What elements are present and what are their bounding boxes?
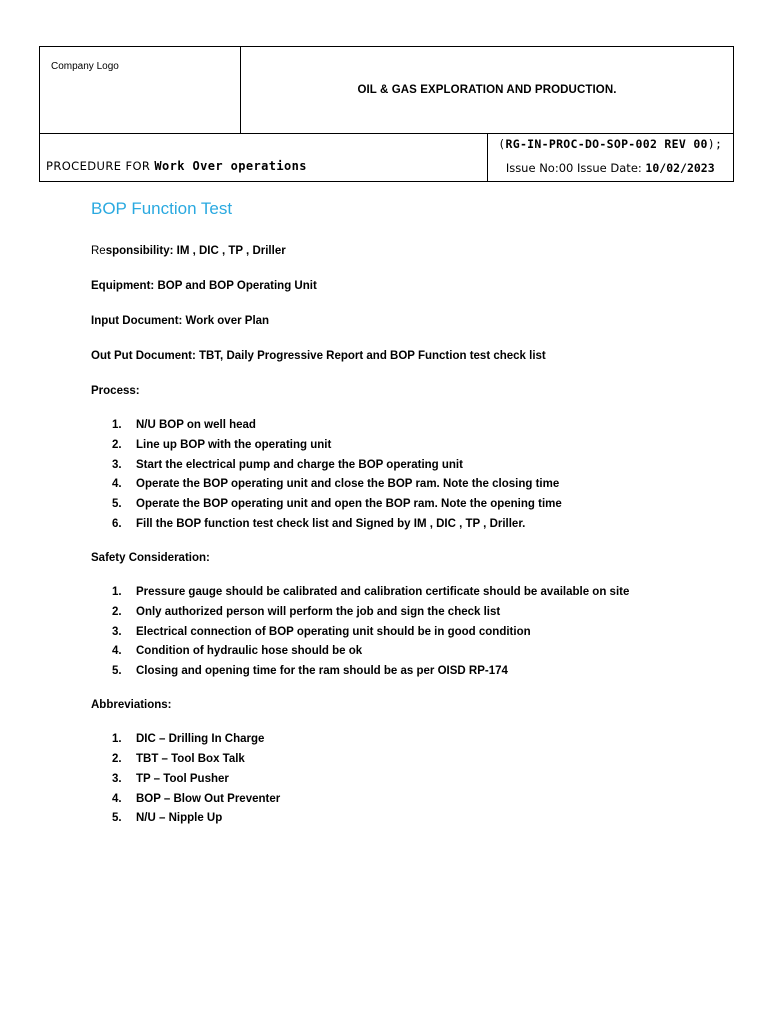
input-document-label: Input Document:	[91, 315, 186, 327]
equipment-value: BOP and BOP Operating Unit	[157, 280, 317, 292]
list-item	[91, 586, 731, 599]
list-number: 5.	[112, 498, 122, 511]
list-text: N/U – Nipple Up	[136, 812, 223, 825]
safety-list	[91, 586, 731, 678]
procedure-title	[40, 134, 487, 173]
company-cell	[241, 47, 734, 134]
list-text: Operate the BOP operating unit and close the BOP ram. Note the closing time	[136, 478, 560, 491]
list-item	[91, 606, 731, 619]
list-text: Only authorized person will perform the job and sign the check list	[136, 605, 501, 618]
ref-code: RG-IN-PROC-DO-SOP-002 REV 00	[505, 137, 708, 151]
procedure-name: Work Over operations	[154, 159, 307, 173]
company-name: OIL & GAS EXPLORATION AND PRODUCTION.	[357, 84, 617, 96]
list-number: 1.	[112, 733, 122, 746]
company-logo-placeholder: Company Logo	[51, 61, 119, 72]
list-text: TBT – Tool Box Talk	[136, 752, 245, 765]
list-number: 3.	[112, 625, 122, 638]
safety-heading: Safety Consideration:	[91, 551, 210, 564]
responsibility-field	[91, 245, 731, 258]
output-document-label: Out Put Document:	[91, 350, 199, 362]
responsibility-label: sponsibility:	[105, 245, 177, 257]
reference-cell	[487, 134, 734, 182]
list-item	[91, 518, 731, 531]
list-item	[91, 419, 731, 432]
list-text: DIC – Drilling In Charge	[136, 733, 265, 746]
list-text: N/U BOP on well head	[136, 419, 256, 431]
list-number: 1.	[112, 585, 122, 598]
list-item	[91, 812, 731, 825]
list-text: Operate the BOP operating unit and open the BOP ram. Note the opening time	[136, 498, 562, 511]
issue-prefix: Issue No:00 Issue Date:	[505, 161, 646, 175]
document-reference	[488, 134, 734, 151]
list-number: 3.	[112, 458, 122, 471]
list-number: 2.	[112, 438, 122, 451]
equipment-field	[91, 280, 731, 293]
abbreviations-heading: Abbreviations:	[91, 699, 172, 712]
list-item	[91, 439, 731, 452]
list-item	[91, 733, 731, 746]
list-item	[91, 459, 731, 472]
list-text: Start the electrical pump and charge the BOP operating unit	[136, 458, 463, 471]
responsibility-value: IM , DIC , TP , Driller	[176, 245, 286, 257]
list-item	[91, 773, 731, 786]
list-item	[91, 478, 731, 491]
logo-cell	[40, 47, 241, 134]
list-item	[91, 793, 731, 806]
issue-date: 10/02/2023	[645, 161, 715, 175]
list-text: Pressure gauge should be calibrated and calibration certificate should be available on site	[136, 585, 630, 598]
list-text: Condition of hydraulic hose should be ok	[136, 645, 363, 658]
input-document-field	[91, 315, 731, 328]
list-number: 3.	[112, 772, 122, 785]
list-text: Closing and opening time for the ram should be as per OISD RP-174	[136, 665, 508, 678]
list-number: 2.	[112, 605, 122, 618]
list-item	[91, 665, 731, 678]
equipment-label: Equipment:	[91, 280, 158, 292]
list-text: Fill the BOP function test check list and Signed by IM , DIC , TP , Driller.	[136, 517, 526, 530]
abbreviations-list	[91, 733, 731, 825]
output-document-field	[91, 350, 731, 363]
list-number: 1.	[112, 419, 122, 431]
ref-close: );	[707, 137, 723, 151]
list-number: 6.	[112, 517, 122, 530]
list-text: BOP – Blow Out Preventer	[136, 792, 281, 805]
input-document-value: Work over Plan	[185, 315, 270, 327]
list-number: 4.	[112, 478, 122, 491]
process-heading: Process:	[91, 385, 140, 397]
process-list	[91, 419, 731, 531]
document-body	[91, 199, 731, 846]
list-item	[91, 753, 731, 766]
procedure-cell	[40, 134, 488, 182]
list-number: 4.	[112, 792, 122, 805]
list-number: 5.	[112, 812, 122, 825]
list-text: Electrical connection of BOP operating unit should be in good condition	[136, 625, 531, 638]
issue-info	[488, 151, 734, 175]
procedure-prefix: PROCEDURE FOR	[46, 159, 155, 173]
list-number: 2.	[112, 752, 122, 765]
list-text: Line up BOP with the operating unit	[136, 438, 332, 451]
list-number: 4.	[112, 645, 122, 658]
list-item	[91, 498, 731, 511]
list-item	[91, 626, 731, 639]
list-text: TP – Tool Pusher	[136, 772, 229, 785]
list-number: 5.	[112, 665, 122, 678]
list-item	[91, 645, 731, 658]
page-title: BOP Function Test	[91, 199, 233, 218]
output-document-value: TBT, Daily Progressive Report and BOP Function test check list	[198, 350, 546, 362]
ref-open: (	[498, 137, 506, 151]
document-header	[39, 46, 734, 182]
responsibility-label-initial: Re	[91, 245, 106, 257]
